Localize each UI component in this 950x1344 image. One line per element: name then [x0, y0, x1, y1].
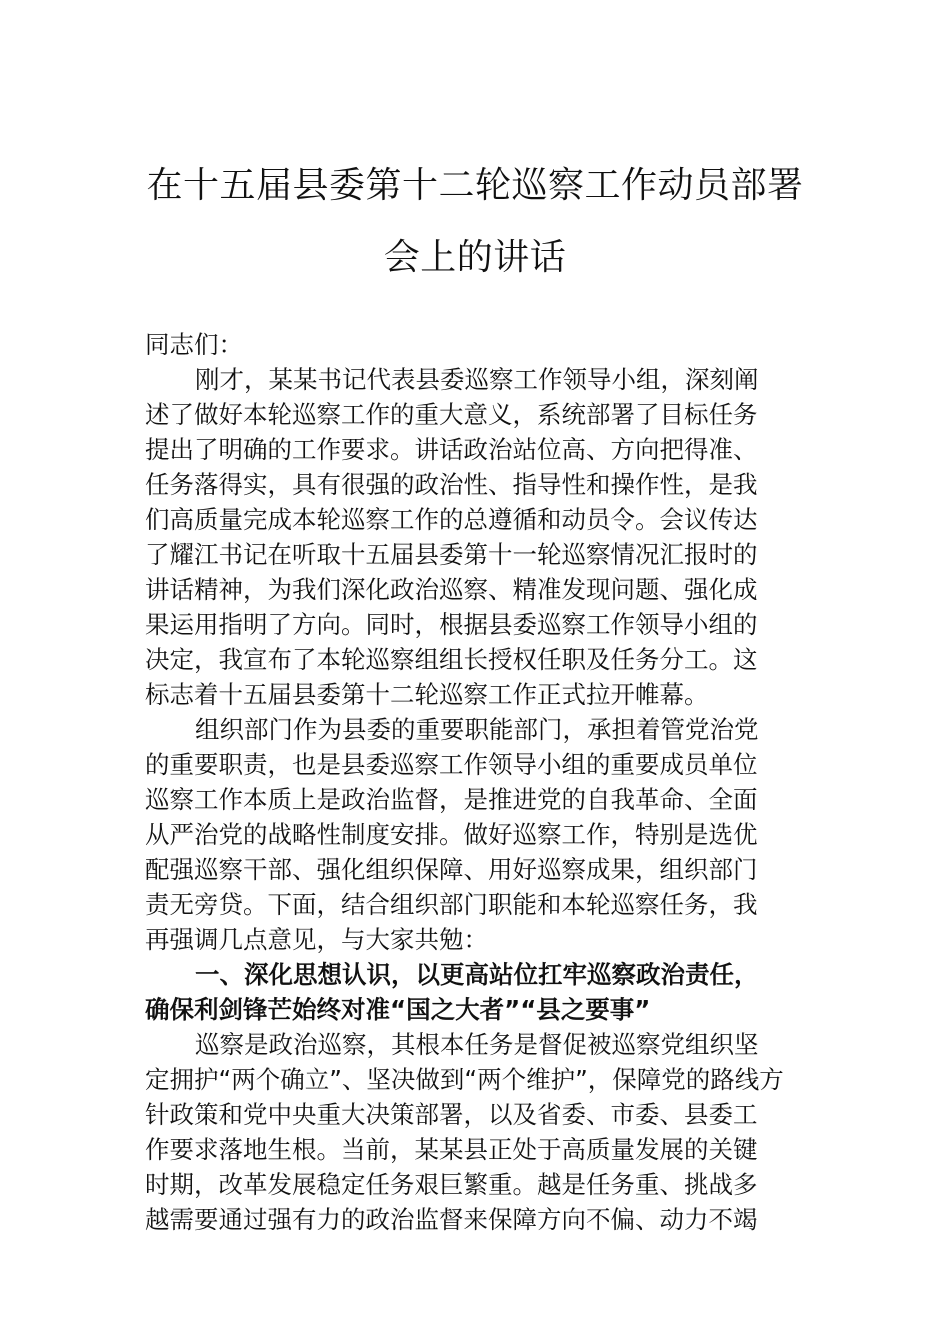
body-text-line: 从严治党的战略性制度安排。做好巡察工作，特别是选优 — [145, 820, 758, 849]
body-text-line: 针政策和党中央重大决策部署，以及省委、市委、县委工 — [145, 1100, 758, 1129]
document-title-line-2: 会上的讲话 — [383, 237, 567, 278]
body-text-line: 刚才，某某书记代表县委巡察工作领导小组，深刻阐 — [195, 365, 759, 394]
body-text-line: 组织部门作为县委的重要职能部门，承担着管党治党 — [195, 715, 759, 744]
section-heading-line: 确保利剑锋芒始终对准“国之大者”“县之要事” — [145, 995, 651, 1024]
body-text-line: 述了做好本轮巡察工作的重大意义，系统部署了目标任务 — [145, 400, 758, 429]
body-text-line: 越需要通过强有力的政治监督来保障方向不偏、动力不竭 — [145, 1205, 758, 1234]
body-text-line: 巡察工作本质上是政治监督，是推进党的自我革命、全面 — [145, 785, 758, 814]
body-text-line: 果运用指明了方向。同时，根据县委巡察工作领导小组的 — [145, 610, 758, 639]
document-title-line-1: 在十五届县委第十二轮巡察工作动员部署 — [146, 165, 804, 206]
document-body — [145, 327, 807, 1237]
body-text-line: 配强巡察干部、强化组织保障、用好巡察成果，组织部门 — [145, 855, 758, 884]
body-text-line: 定拥护“两个确立”、坚决做到“两个维护”，保障党的路线方 — [145, 1065, 784, 1094]
body-text-line: 时期，改革发展稳定任务艰巨繁重。越是任务重、挑战多 — [145, 1170, 758, 1199]
body-text-line: 了耀江书记在听取十五届县委第十一轮巡察情况汇报时的 — [145, 540, 758, 569]
body-text-line: 的重要职责，也是县委巡察工作领导小组的重要成员单位 — [145, 750, 758, 779]
body-text-line: 标志着十五届县委第十二轮巡察工作正式拉开帷幕。 — [145, 680, 709, 709]
body-text-line: 讲话精神，为我们深化政治巡察、精准发现问题、强化成 — [145, 575, 758, 604]
body-text-line: 提出了明确的工作要求。讲话政治站位高、方向把得准、 — [145, 435, 758, 464]
body-text-line: 同志们： — [145, 330, 243, 359]
body-text-line: 再强调几点意见，与大家共勉： — [145, 925, 488, 954]
section-heading-line: 一、深化思想认识，以更高站位扛牢巡察政治责任， — [195, 960, 759, 989]
body-text-line: 巡察是政治巡察，其根本任务是督促被巡察党组织坚 — [195, 1030, 759, 1059]
body-text-line: 决定，我宣布了本轮巡察组组长授权任职及任务分工。这 — [145, 645, 758, 674]
body-text-line: 任务落得实，具有很强的政治性、指导性和操作性，是我 — [145, 470, 758, 499]
body-text-line: 责无旁贷。下面，结合组织部门职能和本轮巡察任务，我 — [145, 890, 758, 919]
body-text-line: 作要求落地生根。当前，某某县正处于高质量发展的关键 — [145, 1135, 758, 1164]
body-text-line: 们高质量完成本轮巡察工作的总遵循和动员令。会议传达 — [145, 505, 758, 534]
